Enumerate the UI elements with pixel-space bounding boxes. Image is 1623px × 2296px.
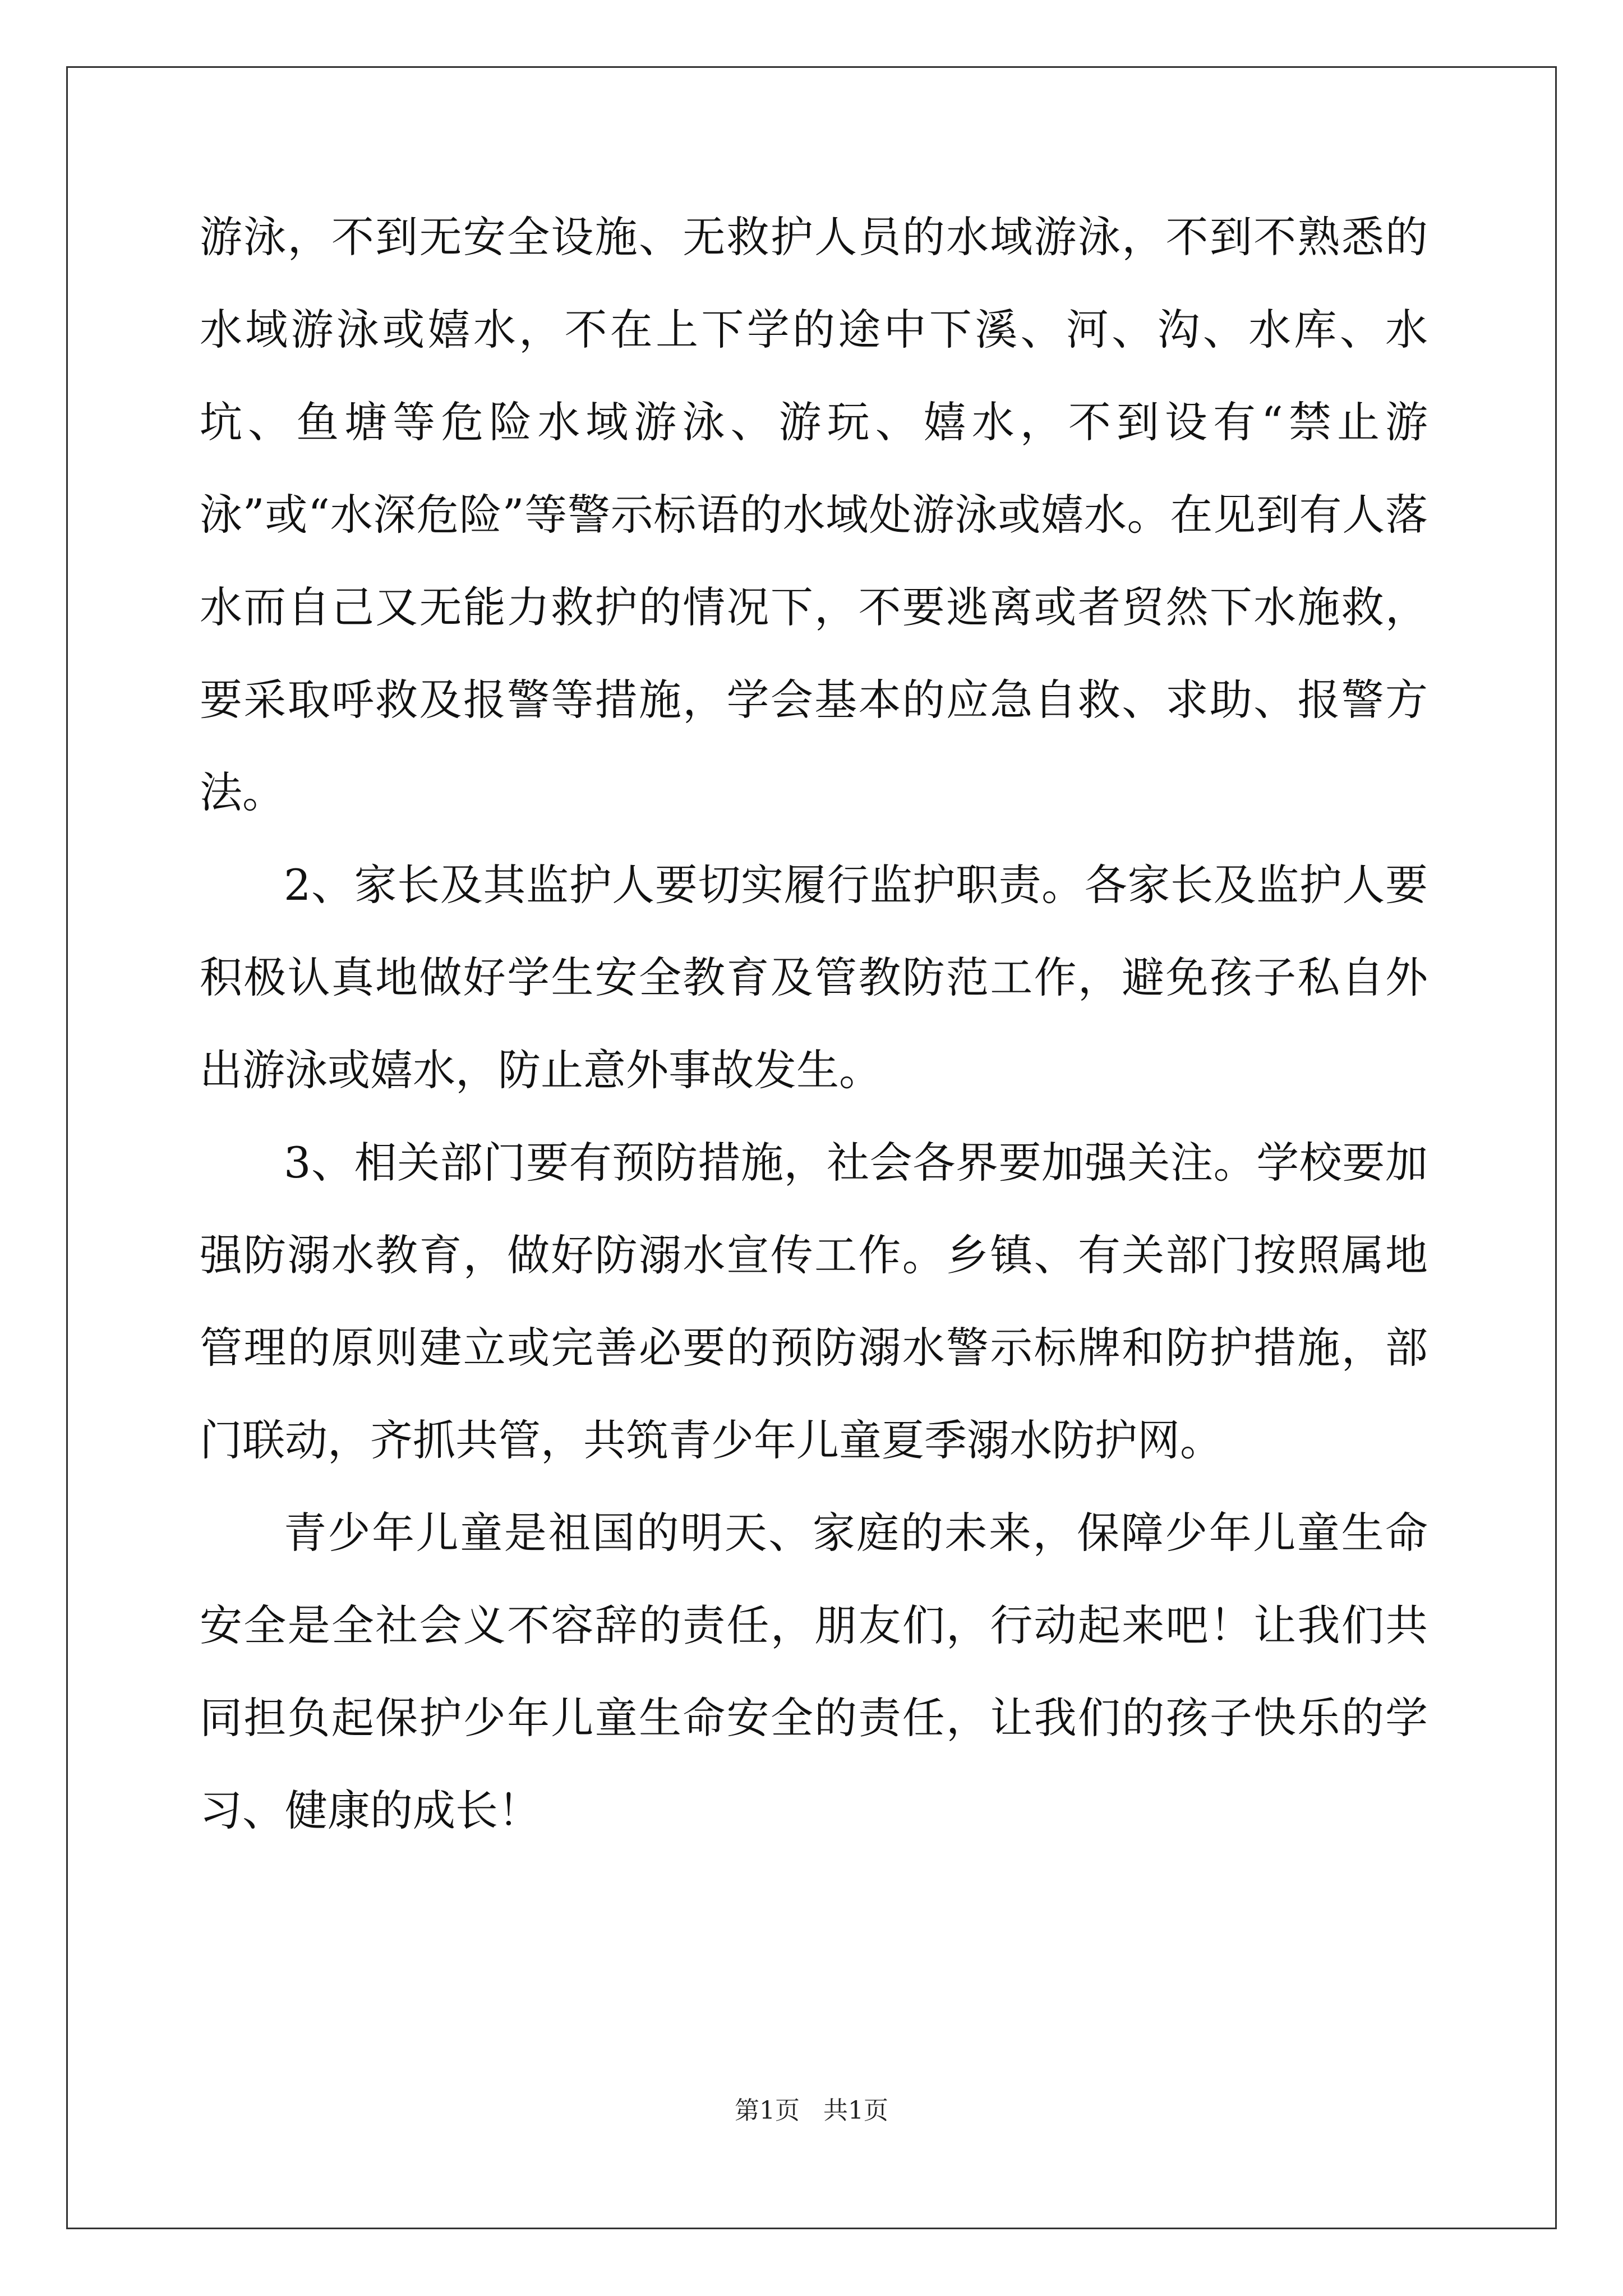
page-number: 第1页 [735,2096,800,2125]
footer-spacer [800,2096,823,2125]
document-body [200,191,1428,1857]
page-total: 共1页 [823,2096,888,2125]
paragraph-2: 2、家长及其监护人要切实履行监护职责。各家长及监护人要积极认真地做好学生安全教育及管教防范工作，避免孩子私自外出游泳或嬉水，防止意外事故发生。 [200,860,1428,1095]
paragraph-3: 3、相关部门要有预防措施，社会各界要加强关注。学校要加强防溺水教育，做好防溺水宣传工作。乡镇、有关部门按照属地管理的原则建立或完善必要的预防溺水警示标牌和防护措施，部门联动，齐抓共管，共筑青少年儿童夏季溺水防护网。 [200,1138,1428,1465]
paragraph-1: 游泳，不到无安全设施、无救护人员的水域游泳，不到不熟悉的水域游泳或嬉水，不在上下学的途中下溪、河、沟、水库、水坑、鱼塘等危险水域游泳、游玩、嬉水，不到设有“禁止游泳”或“水深危险”等警示标语的水域处游泳或嬉水。在见到有人落水而自己又无能力救护的情况下，不要逃离或者贸然下水施救，要采取呼救及报警等措施，学会基本的应急自救、求助、报警方法。 [200,212,1428,817]
paragraph-4: 青少年儿童是祖国的明天、家庭的未来，保障少年儿童生命安全是全社会义不容辞的责任，朋友们，行动起来吧！让我们共同担负起保护少年儿童生命安全的责任，让我们的孩子快乐的学习、健康的成长！ [200,1508,1428,1835]
page-footer [0,2090,1623,2126]
